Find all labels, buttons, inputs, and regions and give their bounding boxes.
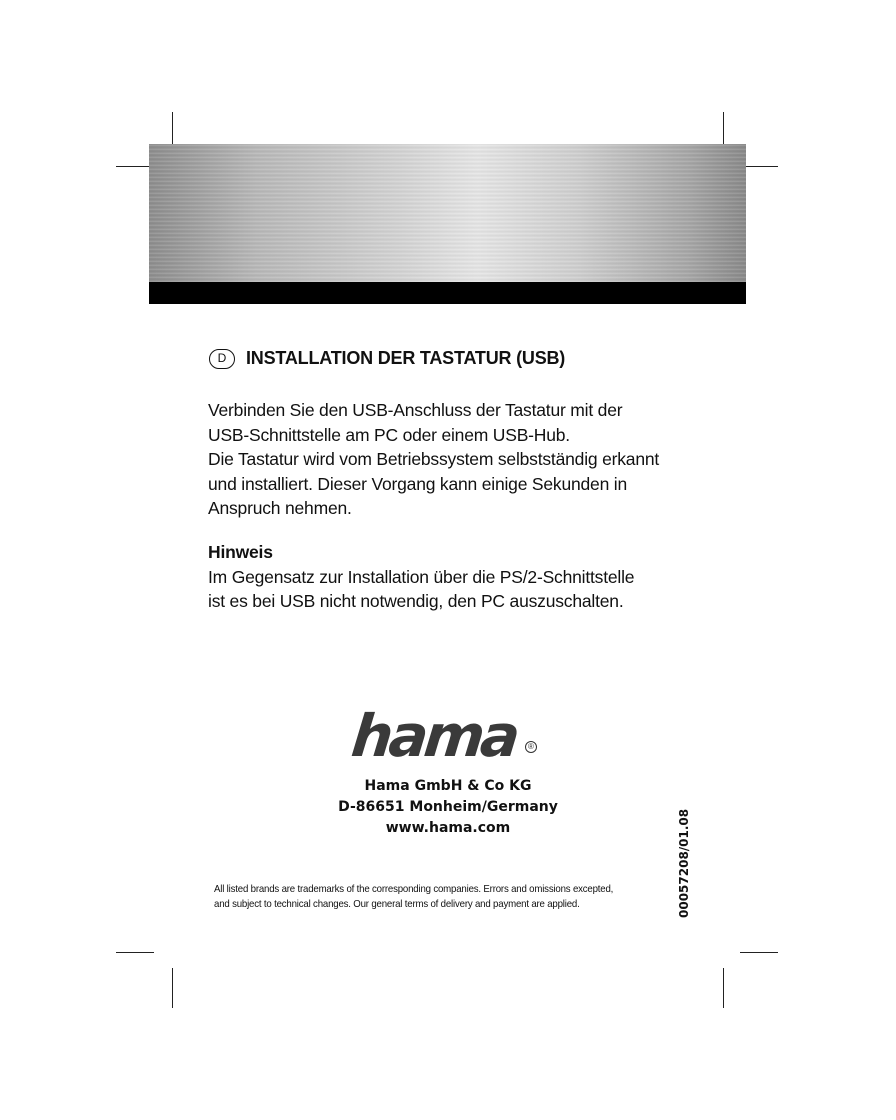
paragraph-line: Anspruch nehmen. (208, 498, 352, 518)
paragraph-line: USB-Schnittstelle am PC oder einem USB-Hub. (208, 424, 570, 445)
crop-mark-bottom-right-horizontal (740, 952, 778, 953)
crop-mark-bottom-left-vertical (172, 968, 173, 1008)
instruction-paragraph (208, 398, 708, 521)
legal-notice (214, 882, 613, 912)
company-location: D-86651 Monheim/Germany (338, 799, 558, 815)
company-website: www.hama.com (385, 820, 511, 836)
document-number: 00057208/01.08 (677, 808, 691, 918)
legal-line: and subject to technical changes. Our general terms of delivery and payment are applied. (214, 898, 580, 910)
language-badge: D (209, 349, 235, 369)
company-name: Hama GmbH & Co KG (364, 778, 532, 794)
company-address (298, 776, 598, 839)
note-title: Hinweis (208, 542, 273, 562)
registered-mark: ® (525, 741, 537, 753)
crop-mark-bottom-right-vertical (723, 968, 724, 1008)
crop-mark-bottom-left-horizontal (116, 952, 154, 953)
note-line: Im Gegensatz zur Installation über die PS/2-Schnittstelle (208, 566, 635, 587)
banner-black-bar (149, 282, 746, 304)
legal-line: All listed brands are trademarks of the corresponding companies. Errors and omissions excepted, (214, 883, 614, 895)
paragraph-line: Die Tastatur wird vom Betriebssystem selbstständig erkannt (208, 449, 660, 469)
paragraph-line: und installiert. Dieser Vorgang kann einige Sekunden in (208, 473, 628, 494)
brushed-metal-banner (149, 144, 746, 282)
paragraph-line: Verbinden Sie den USB-Anschluss der Tastatur mit der (208, 400, 623, 420)
hama-logo: hama (348, 702, 520, 770)
note-line: ist es bei USB nicht notwendig, den PC auszuschalten. (208, 591, 624, 611)
note-block (208, 540, 708, 614)
section-title: INSTALLATION DER TASTATUR (USB) (246, 348, 566, 368)
